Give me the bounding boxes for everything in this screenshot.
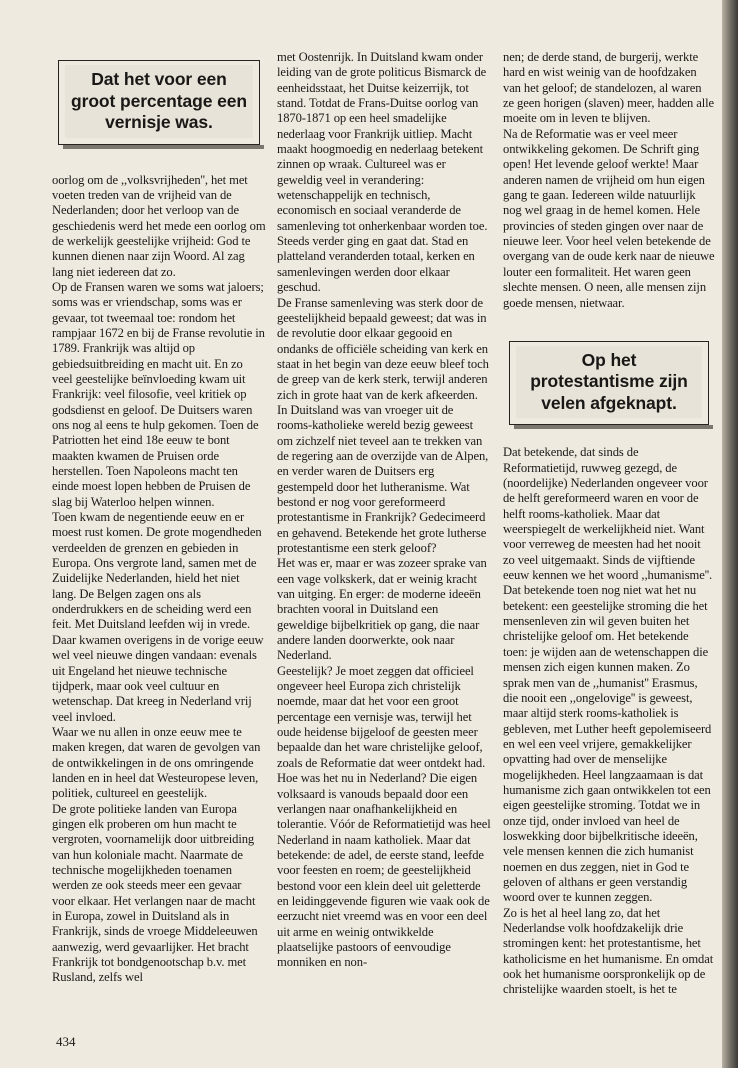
paragraph: In Duitsland was van vroeger uit de rooms-katholieke wereld bezig geweest om zichzelf niet teveel aan te trekken van de regering aan de overzijde van de Alpen, en verder waren de Duitsers erg gestempeld door het lutheranisme. Wat bestond er nog voor gereformeerd protestantisme in Frankrijk? Gedecimeerd en gehavend. Betekende het grote lutherse protestantisme een sterk geloof?	[277, 402, 489, 555]
paragraph: Geestelijk? Je moet zeggen dat officieel ongeveer heel Europa zich christelijk noemde, maar dat het voor een groot percentage een vernisje was, terwijl het oude heidense bijgeloof de geesten meer bepaalde dan het ware christelijke geloof, zoals de Reformatie dat weer ontdekt had.	[277, 663, 486, 770]
page-binding-edge	[722, 0, 738, 1068]
paragraph: De Franse samenleving was sterk door de geestelijkheid bepaald geweest; dat was in de revolutie door elkaar gegooid en ondanks de officiële scheiding van kerk en staat in het begin van deze eeuw bleef toch de greep van de kerk sterk, terwijl anderen zich in grote haat van de kerk afkeerden.	[277, 295, 489, 402]
paragraph: De grote politieke landen van Europa gingen elk proberen om hun macht te vergroten, voornamelijk door uitbreiding van hun koloniale macht. Naarmate de technische mogelijkheden toenamen werden ze ook steeds meer een gevaar voor elkaar. Het verlangen naar de macht in Europa, zowel in Duitsland als in Frankrijk, sinds de vroege Middeleeuwen aanwezig, werd gevaarlijker. Het bracht Frankrijk tot bondgenootschap b.v. met Rusland, zelfs wel	[52, 801, 258, 985]
paragraph: nen; de derde stand, de burgerij, werkte hard en wist weinig van de hoofdzaken van het geloof; de standelozen, al waren ze geen horigen (slaven) meer, hadden alle moeite om in leven te blijven.	[503, 50, 715, 126]
paragraph: Het was er, maar er was zozeer sprake van een vage volkskerk, dat er weinig kracht van uitging. En erger: de moderne ideeën brachten vooral in Duitsland een geweldige bijbelkritiek op gang, die naar andere landen doorwerkte, ook naar Nederland.	[277, 556, 487, 663]
text-column-2	[277, 50, 491, 971]
pull-quote-box-2	[509, 341, 709, 426]
text-column-3	[503, 50, 715, 998]
pull-quote-1: Dat het voor een groot percentage een vernisje was.	[65, 65, 253, 138]
paragraph: Waar we nu allen in onze eeuw mee te maken kregen, dat waren de gevolgen van de ontwikkelingen in de ons omringende landen en in heel dat Westeuropese leven, politiek, cultureel en geestelijk.	[52, 724, 261, 801]
pull-quote-2: Op het protestantisme zijn velen afgeknapt.	[516, 346, 702, 419]
paragraph: Hoe was het nu in Nederland? Die eigen volksaard is vanouds bepaald door een verlangen naar onafhankelijkheid en tolerantie. Vóór de Reformatietijd was heel Nederland in naam katholiek. Maar dat betekende: de adel, de eerste stand, leefde voor feesten en roem; de geestelijkheid bestond voor een klein deel uit geletterde en leidinggevende figuren wie vaak ook de eerzucht niet vreemd was en voor een deel uit arme en weinig ontwikkelde plaatselijke pastoors of eenvoudige monniken en non-	[277, 771, 491, 970]
paragraph: Toen kwam de negentiende eeuw en er moest rust komen. De grote mogendheden verdeelden de grenzen en gebieden in Europa. Ons vergrote land, samen met de Zuidelijke Nederlanden, hield het niet lang. De Belgen zagen ons als onderdrukkers en de scheiding werd een feit. Met Duitsland leefden wij in vrede. Daar kwamen overigens in de vorige eeuw wel veel nieuwe dingen vandaan: evenals uit Engeland het nieuwe technische tijdperk, maar ook veel cultuur en wetenschap. Dat kreeg in Nederland vrij veel invloed.	[52, 510, 264, 724]
paragraph: Na de Reformatie was er veel meer ontwikkeling gekomen. De Schrift ging open! Het levende geloof werkte! Maar anderen namen de vrijheid om hun eigen gang te gaan. Iedereen wilde natuurlijk nog wel graag in de hemel komen. Hele provincies of steden gingen over naar de nieuwe leer. Voor heel velen betekende de overgang van de oude kerk naar de nieuwe louter een formaliteit. Het waren geen slechte mensen. O neen, alle mensen zijn goede mensen, nietwaar.	[503, 126, 715, 310]
pull-quote-box-1	[58, 60, 260, 145]
paragraph: Dat betekende, dat sinds de Reformatietijd, ruwweg gezegd, de (noordelijke) Nederlanden ongeveer voor de helft gereformeerd waren en voor de helft rooms-katholiek. Maar dat weerspiegelt de werkelijkheid niet. Want voor verreweg de meesten had het nooit zo veel uitgemaakt. Sinds de vijftiende eeuw kennen we het woord ,,humanisme''. Dat betekende toen nog niet wat het nu betekent: een geestelijke stroming die het mensenleven zin wil geven buiten het christelijke geloof om. Het betekende toen: je wijden aan de wetenschappen die mensen zich eigen kunnen maken. Zo sprak men van de ,,humanist'' Erasmus, die nooit een ,,ongelovige'' is geweest, maar altijd sterk rooms-katholiek is gebleven, met Luther heeft gepolemiseerd en wel een veel vrijere, gemakkelijker opvatting had over de menselijke mogelijkheden. Heel langzaamaan is dat humanisme zich gaan ontwikkelen tot een eigen geestelijke stroming. Totdat we in onze tijd, onder invloed van heel de loswekking door bijbelkritische ideeën, vele mensen kennen die zich humanist noemen en dus zeggen, niet in God te geloven of althans er geen verstandig woord over te kunnen zeggen.	[503, 445, 713, 905]
paragraph: Zo is het al heel lang zo, dat het Nederlandse volk hoofdzakelijk drie stromingen kent: het protestantisme, het katholicisme en het humanisme. En omdat ook het humanisme oorspronkelijk op de christelijke waarden stoelt, is het te	[503, 905, 714, 997]
paragraph: met Oostenrijk. In Duitsland kwam onder leiding van de grote politicus Bismarck de eenheidsstaat, het Duitse keizerrijk, tot stand. Totdat de Frans-Duitse oorlog van 1870-1871 op een heel smadelijke nederlaag voor Frankrijk uitliep. Macht maakt hoogmoedig en nederlaag betekent zinnen op wraak. Cultureel was er geweldig veel in verandering: wetenschappelijk en technisch, economisch en sociaal veranderde de samenleving tot onherkenbaar worden toe. Steeds verder ging en gaat dat. Stad en platteland veranderden totaal, kerken en samenlevingen werden door elkaar geschud.	[277, 50, 488, 295]
page-number: 434	[56, 1034, 76, 1049]
paragraph: oorlog om de ,,volksvrijheden'', het met voeten treden van de vrijheid van de Nederlanden; door het verloop van de geschiedenis werd het mede een oorlog om de werkelijk geestelijke vrijheid: God te kunnen dienen naar zijn Woord. Al zag lang niet iedereen dat zo.	[52, 172, 266, 279]
paragraph: Op de Fransen waren we soms wat jaloers; soms was er vriendschap, soms was er gevaar, tot tweemaal toe: rondom het rampjaar 1672 en bij de Franse revolutie in 1789. Frankrijk was altijd op gebiedsuitbreiding en macht uit. En zo veel geestelijke beïnvloeding kwam uit Frankrijk: veel filosofie, veel kritiek op godsdienst en geloof. De Duitsers waren ons nog al eens te hulp gekomen. Toen de Patriotten het eind 18e eeuw te bont maakten kwamen de Pruisen orde herstellen. Toen Napoleons macht ten einde moest lopen hebben de Pruisen de slag bij Waterloo helpen winnen.	[52, 279, 265, 509]
text-column-1	[52, 50, 266, 986]
